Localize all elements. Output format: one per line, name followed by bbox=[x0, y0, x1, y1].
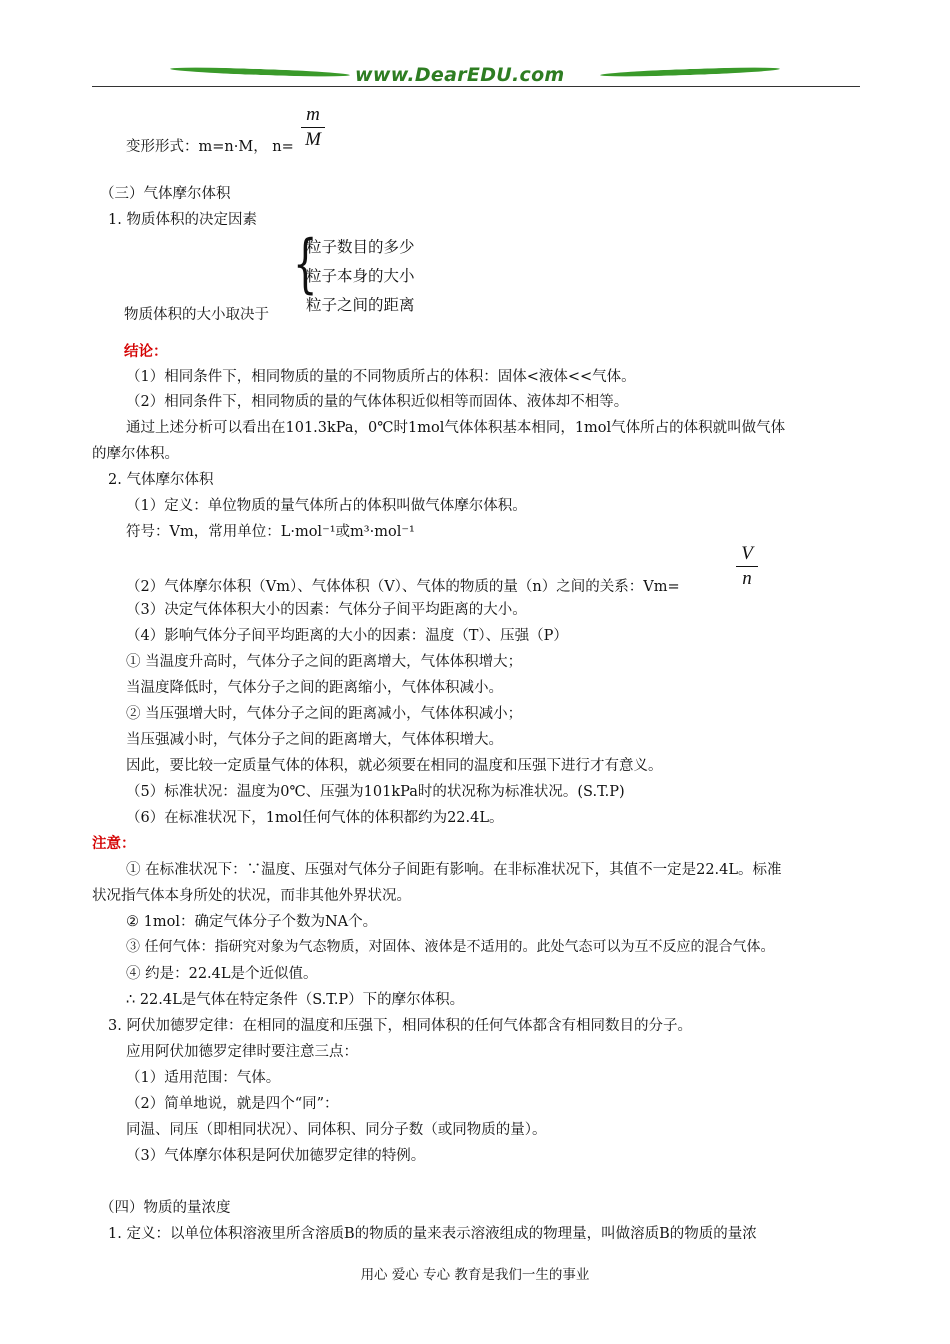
point-4-sub: 当压强减小时，气体分子之间的距离增大，气体体积增大。 bbox=[126, 732, 503, 748]
relation-label: （2）气体摩尔体积（Vm）、气体体积（V）、气体的物质的量（n）之间的关系：Vm= bbox=[126, 579, 680, 595]
fraction-denominator: M bbox=[305, 129, 321, 150]
point-4-sub: ① 当温度升高时，气体分子之间的距离增大，气体体积增大； bbox=[126, 654, 523, 670]
section-3-title: （三）气体摩尔体积 bbox=[100, 186, 231, 202]
formula-m-fraction bbox=[301, 104, 325, 151]
note-line: ④ 约是：22.4L是个近似值。 bbox=[126, 966, 318, 982]
header-divider bbox=[92, 86, 860, 87]
note-line: 状况指气体本身所处的状况，而非其他外界状况。 bbox=[92, 888, 411, 904]
item-3-point: 同温、同压（即相同状况）、同体积、同分子数（或同物质的量）。 bbox=[126, 1122, 547, 1138]
point-4-sub: 因此，要比较一定质量气体的体积，就必须要在相同的温度和压强下进行才有意义。 bbox=[126, 758, 663, 774]
item-2-title: 2. 气体摩尔体积 bbox=[108, 472, 214, 488]
point-4: （4）影响气体分子间平均距离的大小的因素：温度（T）、压强（P） bbox=[126, 628, 568, 644]
point-4-sub: 当温度降低时，气体分子之间的距离缩小，气体体积减小。 bbox=[126, 680, 503, 696]
paragraph-line: 通过上述分析可以看出在101.3kPa，0℃时1mol气体体积基本相同，1mol气体所占的体积就叫做气体 bbox=[126, 420, 786, 436]
symbol-line: 符号：Vm，常用单位：L·mol⁻¹或m³·mol⁻¹ bbox=[126, 524, 415, 540]
definition: （1）定义：单位物质的量气体所占的体积叫做气体摩尔体积。 bbox=[126, 498, 527, 514]
fraction-denominator: n bbox=[742, 568, 752, 589]
point-4-sub: ② 当压强增大时，气体分子之间的距离减小，气体体积减小； bbox=[126, 706, 523, 722]
brace-symbol: { bbox=[293, 227, 318, 301]
fraction-numerator: m bbox=[306, 104, 320, 125]
fraction-bar bbox=[301, 127, 325, 128]
point-3: （3）决定气体体积大小的因素：气体分子间平均距离的大小。 bbox=[126, 602, 527, 618]
item-3-point: （2）简单地说，就是四个“同”： bbox=[126, 1096, 339, 1112]
item-3-title: 3. 阿伏加德罗定律：在相同的温度和压强下，相同体积的任何气体都含有相同数目的分子。 bbox=[108, 1018, 692, 1034]
item-3-lead: 应用阿伏加德罗定律时要注意三点： bbox=[126, 1044, 358, 1060]
conclusion-label: 结论： bbox=[124, 343, 168, 360]
point-6: （6）在标准状况下，1mol任何气体的体积都约为22.4L。 bbox=[126, 810, 504, 826]
note-line: ③ 任何气体：指研究对象为气态物质，对固体、液体是不适用的。此处气态可以为互不反应的混合气体。 bbox=[126, 939, 775, 955]
formula-m-label: 变形形式：m=n·M， n= bbox=[126, 139, 294, 155]
factor-item: 粒子数目的多少 bbox=[306, 238, 415, 256]
note-line: ① 在标准状况下：∵温度、压强对气体分子间距有影响。在非标准状况下，其值不一定是22.4L。标准 bbox=[126, 862, 782, 878]
conclusion-1: （1）相同条件下，相同物质的量的不同物质所占的体积：固体<液体<<气体。 bbox=[126, 369, 636, 385]
item-1-title: 1. 物质体积的决定因素 bbox=[108, 212, 257, 228]
footer-slogan: 用心 爱心 专心 教育是我们一生的事业 bbox=[360, 1267, 590, 1283]
header-leaf-left bbox=[170, 66, 350, 78]
section-4-item-1: 1. 定义：以单位体积溶液里所含溶质B的物质的量来表示溶液组成的物理量，叫做溶质B的物质的量浓 bbox=[108, 1226, 757, 1242]
header-leaf-right bbox=[600, 66, 780, 78]
factor-item: 粒子之间的距离 bbox=[306, 296, 415, 314]
point-5: （5）标准状况：温度为0℃、压强为101kPa时的状况称为标准状况。(S.T.P) bbox=[126, 784, 625, 800]
note-line: ② 1mol：确定气体分子个数为NA个。 bbox=[126, 914, 378, 930]
item-3-point: （1）适用范围：气体。 bbox=[126, 1070, 281, 1086]
note-label: 注意： bbox=[92, 835, 136, 852]
factor-item: 粒子本身的大小 bbox=[306, 267, 415, 285]
conclusion-2: （2）相同条件下，相同物质的量的气体体积近似相等而固体、液体却不相等。 bbox=[126, 394, 629, 410]
site-logo: www.DearEDU.com bbox=[355, 64, 565, 86]
fraction-numerator: V bbox=[741, 543, 753, 564]
factors-lead: 物质体积的大小取决于 bbox=[124, 307, 269, 323]
note-line: ∴ 22.4L是气体在特定条件（S.T.P）下的摩尔体积。 bbox=[126, 992, 465, 1008]
paragraph-line: 的摩尔体积。 bbox=[92, 446, 179, 462]
section-4-title: （四）物质的量浓度 bbox=[100, 1200, 231, 1216]
relation-fraction bbox=[736, 543, 758, 590]
item-3-point: （3）气体摩尔体积是阿伏加德罗定律的特例。 bbox=[126, 1148, 426, 1164]
fraction-bar bbox=[736, 566, 758, 567]
